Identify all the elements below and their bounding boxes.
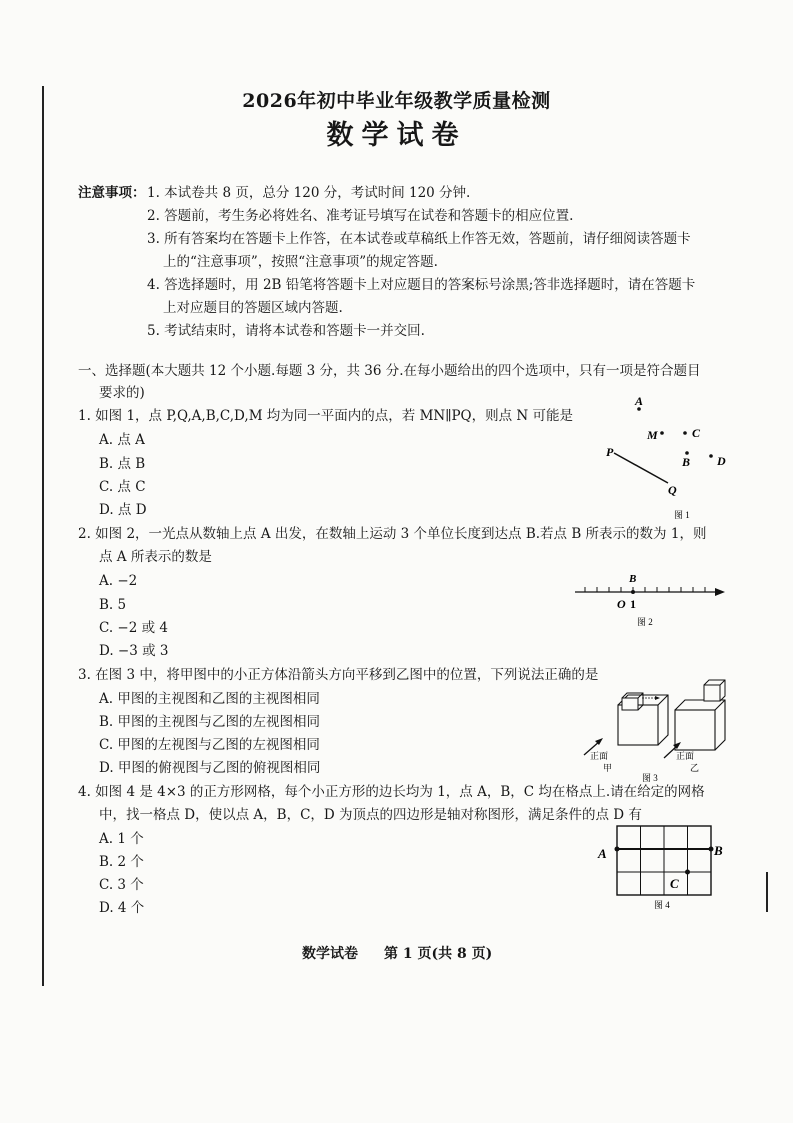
q3-option-b: B. 甲图的主视图与乙图的左视图相同 bbox=[99, 714, 321, 730]
notes-item-5: 5. 考试结束时，请将本试卷和答题卡一并交回. bbox=[147, 323, 425, 339]
notes-item-4: 4. 答选择题时，用 2B 铅笔将答题卡上对应题目的答案标号涂黑;答非选择题时，请在答题卡 bbox=[147, 277, 696, 293]
figure-1 bbox=[590, 390, 750, 525]
q1-option-d: D. 点 D bbox=[99, 502, 147, 518]
figure-3 bbox=[570, 675, 745, 785]
fig3-front-label-jia: 正面 bbox=[590, 751, 609, 761]
q2-option-b: B. 5 bbox=[99, 597, 127, 613]
fig3-small-cube-yi bbox=[704, 680, 725, 701]
fig2-axis-arrow bbox=[715, 588, 725, 596]
notes-heading: 注意事项： bbox=[78, 185, 146, 201]
fig4-dot-a bbox=[615, 847, 620, 852]
q3-option-c: C. 甲图的左视图与乙图的左视图相同 bbox=[99, 737, 320, 753]
q2-option-d: D. −3 或 3 bbox=[99, 643, 169, 659]
fig2-caption: 图 2 bbox=[637, 617, 653, 627]
fig3-caption: 图 3 bbox=[642, 773, 658, 783]
fig4-label-a: A bbox=[598, 846, 607, 861]
q2-stem: 2. 如图 2，一光点从数轴上点 A 出发，在数轴上运动 3 个单位长度到达点 B.若点 B 所表示的数为 1，则 bbox=[78, 526, 707, 542]
q1-option-b: B. 点 B bbox=[99, 456, 146, 472]
fig2-label-origin: O bbox=[617, 597, 626, 611]
fig2-dot-b bbox=[631, 590, 635, 594]
fig1-caption: 图 1 bbox=[674, 510, 690, 520]
figure-2 bbox=[570, 568, 730, 630]
fig1-dot-d bbox=[709, 454, 713, 458]
fig3-label-jia: 甲 bbox=[603, 763, 613, 773]
fig4-dot-c bbox=[685, 870, 690, 875]
q1-option-a: A. 点 A bbox=[99, 432, 145, 448]
fig1-label-a: A bbox=[635, 394, 644, 408]
fig4-label-b: B bbox=[714, 843, 723, 858]
fig1-label-m: M bbox=[647, 428, 658, 442]
fig1-dot-c bbox=[683, 431, 687, 435]
fig3-front-label-yi: 正面 bbox=[676, 751, 695, 761]
fig1-label-c: C bbox=[692, 426, 701, 440]
q3-option-a: A. 甲图的主视图和乙图的主视图相同 bbox=[99, 691, 320, 707]
q2-option-a: A. −2 bbox=[99, 573, 138, 589]
notes-item-2: 2. 答题前，考生务必将姓名、准考证号填写在试卷和答题卡的相应位置. bbox=[147, 208, 574, 224]
fig2-label-one: 1 bbox=[630, 597, 636, 611]
fig1-segment-pq bbox=[614, 453, 668, 483]
figure-4 bbox=[590, 820, 740, 912]
q3-option-d: D. 甲图的俯视图与乙图的俯视图相同 bbox=[99, 760, 321, 776]
fig1-label-d: D bbox=[717, 454, 726, 468]
subject-title: 数学试卷 bbox=[326, 120, 467, 151]
fig1-label-b: B bbox=[682, 455, 691, 469]
q2-stem-cont: 点 A 所表示的数是 bbox=[99, 549, 212, 565]
fig4-label-c: C bbox=[670, 876, 679, 891]
q4-option-b: B. 2 个 bbox=[99, 854, 144, 870]
section1-heading-cont: 要求的) bbox=[99, 385, 145, 401]
fig3-label-yi: 乙 bbox=[690, 763, 700, 773]
fig1-label-p: P bbox=[606, 445, 614, 459]
fig1-label-q: Q bbox=[668, 483, 677, 497]
footer-subject: 数学试卷 bbox=[302, 946, 358, 962]
fig1-dot-m bbox=[660, 431, 664, 435]
q1-stem: 1. 如图 1，点 P,Q,A,B,C,D,M 均为同一平面内的点，若 MN∥PQ，则点 N 可能是 bbox=[78, 408, 574, 424]
q4-option-a: A. 1 个 bbox=[99, 831, 144, 847]
q1-option-c: C. 点 C bbox=[99, 479, 146, 495]
notes-item-3: 3. 所有答案均在答题卡上作答，在本试卷或草稿纸上作答无效，答题前，请仔细阅读答题卡 bbox=[147, 231, 691, 247]
fig4-dot-b bbox=[709, 847, 714, 852]
right-edge-mark bbox=[766, 872, 768, 912]
fig3-cube-yi bbox=[675, 700, 725, 750]
fig2-label-b: B bbox=[629, 573, 637, 585]
q4-stem-cont: 中，找一格点 D，使以点 A，B，C，D 为顶点的四边形是轴对称图形，满足条件的点 D 有 bbox=[99, 807, 642, 823]
fig2-ticks bbox=[585, 587, 705, 592]
fig4-grid bbox=[617, 826, 711, 895]
q2-option-c: C. −2 或 4 bbox=[99, 620, 169, 636]
notes-item-1: 1. 本试卷共 8 页，总分 120 分，考试时间 120 分钟. bbox=[147, 185, 471, 201]
q3-stem: 3. 在图 3 中，将甲图中的小正方体沿箭头方向平移到乙图中的位置，下列说法正确的是 bbox=[78, 667, 599, 683]
q4-option-d: D. 4 个 bbox=[99, 900, 145, 916]
q4-option-c: C. 3 个 bbox=[99, 877, 144, 893]
exam-title: 2026年初中毕业年级教学质量检测 bbox=[242, 90, 551, 112]
left-margin-line bbox=[42, 86, 44, 986]
notes-item-4-cont: 上对应题目的答题区域内答题. bbox=[163, 300, 343, 316]
section1-heading: 一、选择题(本大题共 12 个小题.每题 3 分，共 36 分.在每小题给出的四个选项中，只有一项是符合题目 bbox=[78, 363, 701, 379]
q4-stem: 4. 如图 4 是 4×3 的正方形网格，每个小正方形的边长均为 1，点 A，B，C 均在格点上.请在给定的网格 bbox=[78, 784, 705, 800]
fig4-caption: 图 4 bbox=[654, 900, 670, 910]
footer-page: 第 1 页(共 8 页) bbox=[384, 946, 493, 962]
notes-item-3-cont: 上的“注意事项”，按照“注意事项”的规定答题. bbox=[163, 254, 438, 270]
